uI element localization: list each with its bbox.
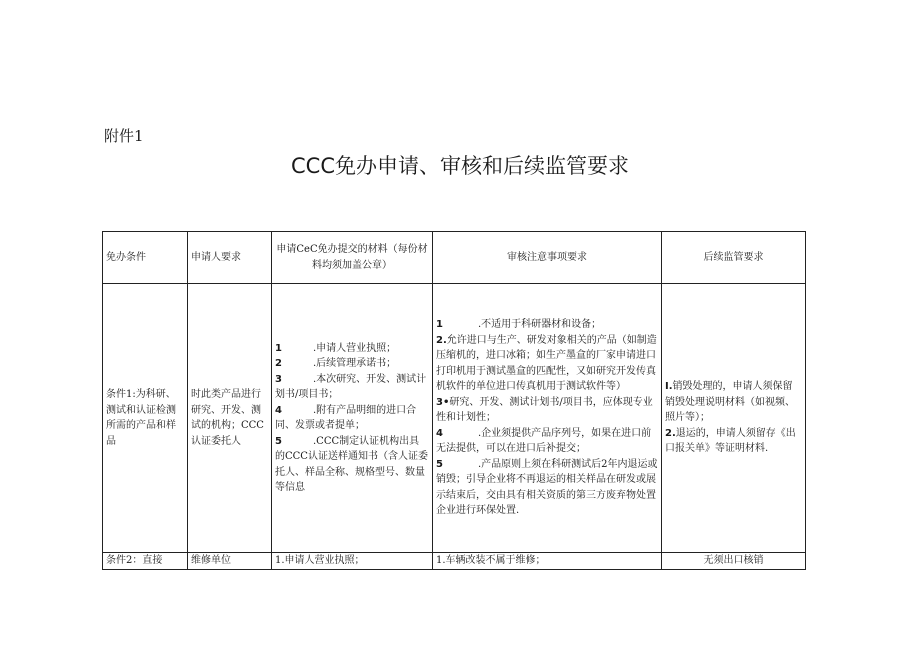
materials-cell: 1.申请人营业执照；	[272, 553, 433, 570]
header-followup: 后续监管要求	[662, 232, 806, 284]
condition-cell: 条件1:为科研、测试和认证检测所需的产品和样品	[103, 284, 188, 553]
list-item: 3 .本次研究、开发、测试计划书/项目书；	[275, 373, 427, 400]
table-header-row	[103, 232, 806, 284]
applicant-cell: 维修单位	[188, 553, 272, 570]
header-condition: 免办条件	[103, 232, 188, 284]
list-item: 1 .不适用于科研器材和设备；	[436, 319, 602, 331]
list-item: 2 .后续管理承诺书；	[275, 358, 397, 369]
followup-cell	[662, 284, 806, 553]
table-row	[103, 284, 806, 553]
list-item: 2.退运的，申请人须留存《出口报关单》等证明材料.	[665, 427, 796, 455]
list-item: 2.允许进口与生产、研发对象相关的产品（如制造压缩机的，进口冰箱；如生产墨盒的厂家申请进口打印机用于测试墨盒的匹配性，又如研究开发传真机软件的单位进口传真机用于测试软件等）	[436, 334, 657, 393]
list-item: 5 .CCC制定认证机构出具的CCC认证送样通知书（含人证委托人、样品全称、规格型号、数量等信息	[275, 435, 428, 493]
condition-cell: 条件2：直接	[103, 553, 188, 570]
list-item: 3•研究、开发、测试计划书/项目书，应体现专业性和计划性；	[436, 396, 653, 424]
header-materials: 申请CeC免办提交的材料（每份材料均须加盖公章）	[272, 232, 433, 284]
review-cell	[433, 284, 662, 553]
table-row	[103, 553, 806, 570]
header-review: 审核注意事项要求	[433, 232, 662, 284]
materials-cell	[272, 284, 433, 553]
header-applicant: 申请人要求	[188, 232, 272, 284]
page-title: CCC免办申请、审核和后续监管要求	[291, 154, 629, 178]
list-item: 1 .申请人营业执照；	[275, 342, 397, 354]
list-item: 5 .产品原则上须在科研测试后2年内退运或销毁；引导企业将不再退运的相关样品在研发或展示结束后，交由具有相关资质的第三方废弃物处置企业进行环保处置.	[436, 458, 658, 517]
attachment-label: 附件1	[104, 127, 144, 145]
list-item: 4 .企业须提供产品序列号，如果在进口前无法提供，可以在进口后补提交；	[436, 427, 652, 455]
list-item: 4 .附有产品明细的进口合同、发票或者提单；	[275, 404, 417, 431]
requirements-table	[102, 231, 806, 570]
applicant-cell: 时此类产品进行研究、开发、测试的机构；CCC认证委托人	[188, 284, 272, 553]
list-item: I.销毁处理的，申请人须保留销毁处理说明材料（如视频、照片等）；	[665, 381, 795, 424]
review-cell: 1.车辆改装不属于维修；	[433, 553, 662, 570]
followup-cell: 无须出口核销	[662, 553, 806, 570]
